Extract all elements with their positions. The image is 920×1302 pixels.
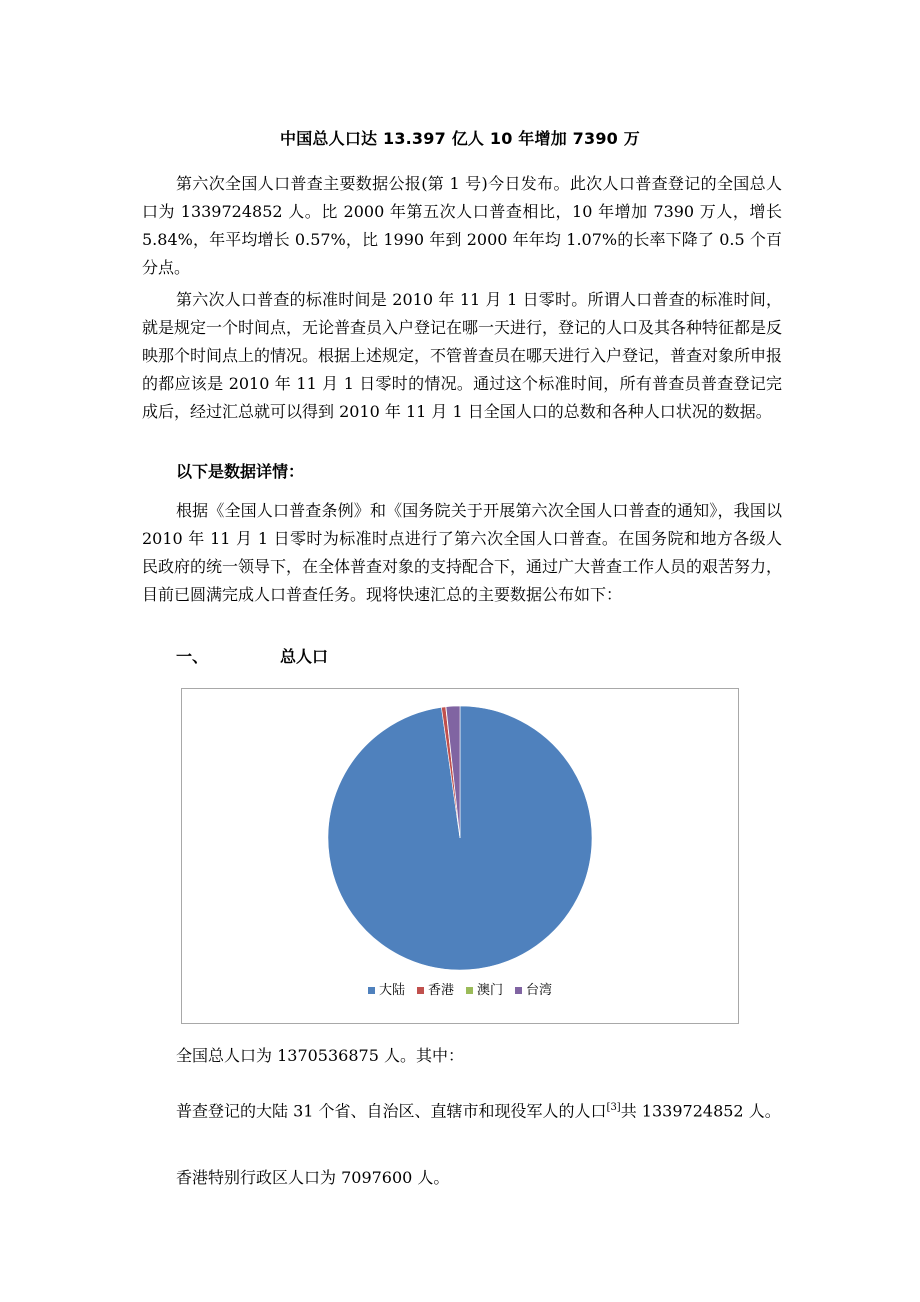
legend-item-3 [515, 979, 552, 998]
pie-chart-canvas [182, 689, 738, 1023]
legend-swatch [466, 987, 473, 994]
paragraph-mainland-population [142, 1094, 782, 1125]
document-title: 中国总人口达 13.397 亿人 10 年增加 7390 万 [280, 129, 640, 148]
mainland-text-tail: 共 1339724852 人。 [620, 1101, 781, 1121]
population-pie-chart [181, 688, 739, 1024]
legend-swatch [515, 987, 522, 994]
legend-label: 香港 [427, 983, 454, 998]
chart-legend [182, 979, 738, 998]
legend-swatch [368, 987, 375, 994]
section-number: 一、 [176, 647, 209, 666]
mainland-text: 普查登记的大陆 31 个省、自治区、直辖市和现役军人的人口 [176, 1101, 607, 1121]
paragraph-total-population: 全国总人口为 1370536875 人。其中： [176, 1046, 464, 1065]
legend-label: 澳门 [477, 983, 504, 998]
legend-item-1 [417, 979, 454, 998]
paragraph-data-details: 以下是数据详情： [176, 462, 305, 481]
paragraph-summary: 第六次全国人口普查主要数据公报(第 1 号)今日发布。此次人口普查登记的全国总人口为 1339724852 人。比 2000 年第五次人口普查相比，10 年增加 7390 万人，增长 5.84%，年平均增长 0.57%，比 1990 年到 2000 年年均 1.07%的长率下降了 0.5 个百分点。 [142, 174, 782, 277]
legend-item-2 [466, 979, 503, 998]
legend-label: 大陆 [378, 983, 405, 998]
legend-label: 台湾 [526, 983, 553, 998]
legend-swatch [417, 987, 424, 994]
paragraph-intro: 根据《全国人口普查条例》和《国务院关于开展第六次全国人口普查的通知》，我国以 2010 年 11 月 1 日零时为标准时点进行了第六次全国人口普查。在国务院和地方各级人民政府的统一领导下，在全体普查对象的支持配合下，通过广大普查工作人员的艰苦努力，目前已圆满完成人口普查任务。现将快速汇总的主要数据公布如下： [142, 501, 783, 604]
section-heading [176, 644, 328, 667]
paragraph-hongkong-population: 香港特别行政区人口为 7097600 人。 [176, 1168, 450, 1187]
legend-item-0 [368, 979, 405, 998]
section-title: 总人口 [280, 647, 329, 666]
footnote-ref[interactable]: [3] [606, 1102, 621, 1113]
paragraph-standard-time: 第六次人口普查的标准时间是 2010 年 11 月 1 日零时。所谓人口普查的标准时间，就是规定一个时间点，无论普查员入户登记在哪一天进行，登记的人口及其各种特征都是反映那个时间点上的情况。根据上述规定，不管普查员在哪天进行入户登记，普查对象所申报的都应该是 2010 年 11 月 1 日零时的情况。通过这个标准时间，所有普查员普查登记完成后，经过汇总就可以得到 2010 年 11 月 1 日全国人口的总数和各种人口状况的数据。 [142, 290, 783, 421]
